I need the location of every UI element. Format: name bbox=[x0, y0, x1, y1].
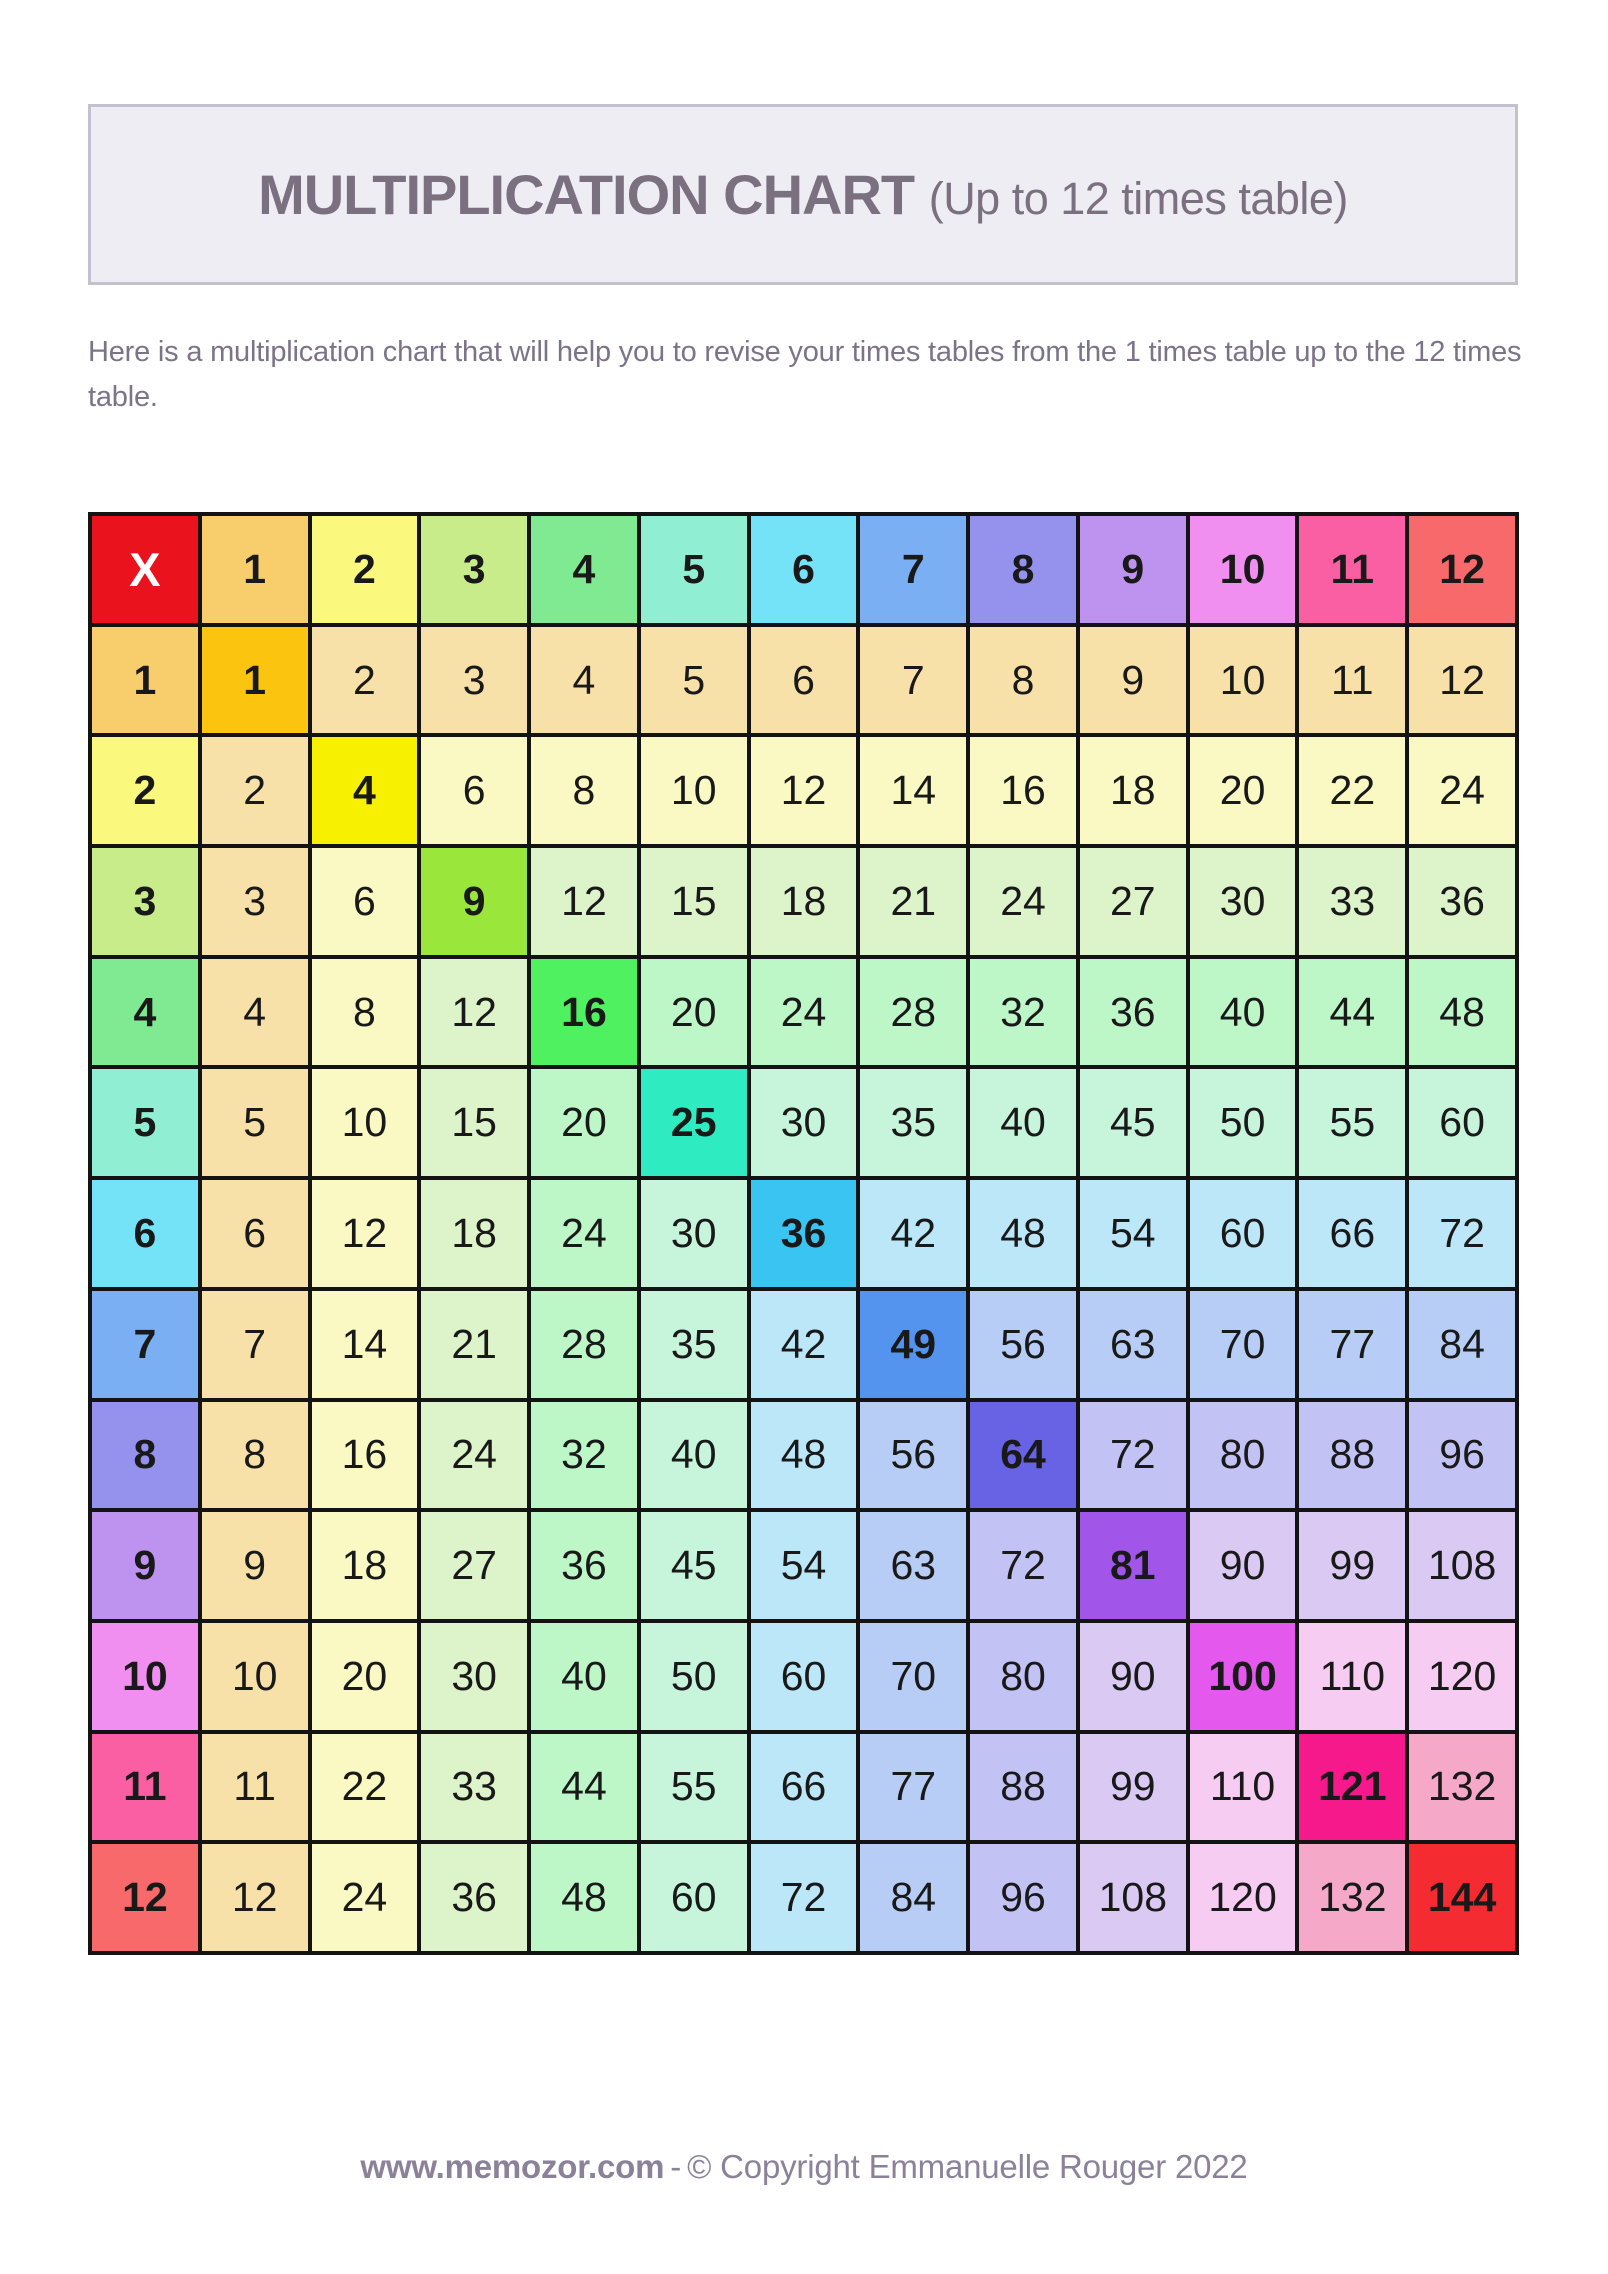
product-cell: 36 bbox=[1409, 848, 1515, 955]
footer bbox=[0, 2148, 1608, 2186]
product-cell: 80 bbox=[970, 1623, 1076, 1730]
product-cell: 40 bbox=[641, 1402, 747, 1509]
product-cell: 8 bbox=[531, 737, 637, 844]
product-cell: 60 bbox=[751, 1623, 857, 1730]
product-cell: 20 bbox=[641, 959, 747, 1066]
product-cell: 44 bbox=[531, 1734, 637, 1841]
product-cell: 10 bbox=[1190, 627, 1296, 734]
column-header-12: 12 bbox=[1409, 516, 1515, 623]
product-cell: 77 bbox=[860, 1734, 966, 1841]
product-cell: 45 bbox=[641, 1512, 747, 1619]
product-cell: 10 bbox=[312, 1069, 418, 1176]
product-cell: 108 bbox=[1080, 1844, 1186, 1951]
product-cell: 12 bbox=[531, 848, 637, 955]
row-header-1: 1 bbox=[92, 627, 198, 734]
product-cell: 12 bbox=[312, 1180, 418, 1287]
product-cell: 32 bbox=[531, 1402, 637, 1509]
column-header-11: 11 bbox=[1299, 516, 1405, 623]
product-cell: 42 bbox=[751, 1291, 857, 1398]
product-cell: 60 bbox=[1409, 1069, 1515, 1176]
product-cell: 72 bbox=[1080, 1402, 1186, 1509]
product-cell: 20 bbox=[312, 1623, 418, 1730]
product-cell: 30 bbox=[421, 1623, 527, 1730]
product-cell: 18 bbox=[1080, 737, 1186, 844]
product-cell: 9 bbox=[1080, 627, 1186, 734]
product-cell: 3 bbox=[202, 848, 308, 955]
product-cell: 33 bbox=[1299, 848, 1405, 955]
product-cell: 2 bbox=[202, 737, 308, 844]
column-header-1: 1 bbox=[202, 516, 308, 623]
product-cell: 96 bbox=[1409, 1402, 1515, 1509]
product-cell: 11 bbox=[1299, 627, 1405, 734]
product-cell: 6 bbox=[312, 848, 418, 955]
row-header-5: 5 bbox=[92, 1069, 198, 1176]
product-cell: 88 bbox=[1299, 1402, 1405, 1509]
product-cell: 72 bbox=[970, 1512, 1076, 1619]
product-cell: 12 bbox=[202, 1844, 308, 1951]
column-header-6: 6 bbox=[751, 516, 857, 623]
column-header-8: 8 bbox=[970, 516, 1076, 623]
product-cell: 24 bbox=[970, 848, 1076, 955]
product-cell: 4 bbox=[531, 627, 637, 734]
product-cell: 21 bbox=[860, 848, 966, 955]
product-cell: 30 bbox=[641, 1180, 747, 1287]
page-title-main: MULTIPLICATION CHART bbox=[258, 163, 915, 226]
product-cell: 8 bbox=[970, 627, 1076, 734]
product-cell: 45 bbox=[1080, 1069, 1186, 1176]
product-cell: 20 bbox=[531, 1069, 637, 1176]
diagonal-square-cell: 36 bbox=[751, 1180, 857, 1287]
product-cell: 24 bbox=[1409, 737, 1515, 844]
product-cell: 36 bbox=[421, 1844, 527, 1951]
product-cell: 63 bbox=[860, 1512, 966, 1619]
footer-copyright: © Copyright Emmanuelle Rouger 2022 bbox=[687, 2148, 1248, 2185]
product-cell: 99 bbox=[1299, 1512, 1405, 1619]
product-cell: 84 bbox=[860, 1844, 966, 1951]
product-cell: 48 bbox=[1409, 959, 1515, 1066]
product-cell: 18 bbox=[751, 848, 857, 955]
product-cell: 56 bbox=[860, 1402, 966, 1509]
diagonal-square-cell: 81 bbox=[1080, 1512, 1186, 1619]
product-cell: 35 bbox=[860, 1069, 966, 1176]
diagonal-square-cell: 100 bbox=[1190, 1623, 1296, 1730]
product-cell: 48 bbox=[531, 1844, 637, 1951]
product-cell: 30 bbox=[751, 1069, 857, 1176]
row-header-10: 10 bbox=[92, 1623, 198, 1730]
product-cell: 33 bbox=[421, 1734, 527, 1841]
product-cell: 28 bbox=[860, 959, 966, 1066]
row-header-12: 12 bbox=[92, 1844, 198, 1951]
product-cell: 3 bbox=[421, 627, 527, 734]
row-header-4: 4 bbox=[92, 959, 198, 1066]
product-cell: 5 bbox=[202, 1069, 308, 1176]
diagonal-square-cell: 9 bbox=[421, 848, 527, 955]
column-header-4: 4 bbox=[531, 516, 637, 623]
product-cell: 132 bbox=[1299, 1844, 1405, 1951]
product-cell: 36 bbox=[1080, 959, 1186, 1066]
product-cell: 27 bbox=[1080, 848, 1186, 955]
product-cell: 50 bbox=[641, 1623, 747, 1730]
column-header-7: 7 bbox=[860, 516, 966, 623]
footer-separator: - bbox=[670, 2148, 682, 2185]
row-header-9: 9 bbox=[92, 1512, 198, 1619]
product-cell: 12 bbox=[751, 737, 857, 844]
product-cell: 88 bbox=[970, 1734, 1076, 1841]
product-cell: 66 bbox=[1299, 1180, 1405, 1287]
product-cell: 56 bbox=[970, 1291, 1076, 1398]
product-cell: 24 bbox=[312, 1844, 418, 1951]
product-cell: 28 bbox=[531, 1291, 637, 1398]
product-cell: 44 bbox=[1299, 959, 1405, 1066]
column-header-10: 10 bbox=[1190, 516, 1296, 623]
product-cell: 90 bbox=[1080, 1623, 1186, 1730]
product-cell: 50 bbox=[1190, 1069, 1296, 1176]
product-cell: 48 bbox=[751, 1402, 857, 1509]
product-cell: 27 bbox=[421, 1512, 527, 1619]
product-cell: 6 bbox=[202, 1180, 308, 1287]
product-cell: 55 bbox=[1299, 1069, 1405, 1176]
corner-multiply-cell: X bbox=[92, 516, 198, 623]
product-cell: 22 bbox=[1299, 737, 1405, 844]
product-cell: 6 bbox=[421, 737, 527, 844]
product-cell: 2 bbox=[312, 627, 418, 734]
footer-site-url: www.memozor.com bbox=[360, 2148, 665, 2185]
product-cell: 11 bbox=[202, 1734, 308, 1841]
product-cell: 24 bbox=[421, 1402, 527, 1509]
product-cell: 80 bbox=[1190, 1402, 1296, 1509]
product-cell: 77 bbox=[1299, 1291, 1405, 1398]
product-cell: 99 bbox=[1080, 1734, 1186, 1841]
product-cell: 35 bbox=[641, 1291, 747, 1398]
row-header-2: 2 bbox=[92, 737, 198, 844]
product-cell: 8 bbox=[202, 1402, 308, 1509]
column-header-2: 2 bbox=[312, 516, 418, 623]
product-cell: 54 bbox=[751, 1512, 857, 1619]
product-cell: 16 bbox=[970, 737, 1076, 844]
product-cell: 21 bbox=[421, 1291, 527, 1398]
diagonal-square-cell: 1 bbox=[202, 627, 308, 734]
product-cell: 108 bbox=[1409, 1512, 1515, 1619]
diagonal-square-cell: 16 bbox=[531, 959, 637, 1066]
product-cell: 40 bbox=[970, 1069, 1076, 1176]
product-cell: 110 bbox=[1299, 1623, 1405, 1730]
diagonal-square-cell: 121 bbox=[1299, 1734, 1405, 1841]
product-cell: 20 bbox=[1190, 737, 1296, 844]
product-cell: 30 bbox=[1190, 848, 1296, 955]
row-header-7: 7 bbox=[92, 1291, 198, 1398]
column-header-3: 3 bbox=[421, 516, 527, 623]
product-cell: 40 bbox=[1190, 959, 1296, 1066]
product-cell: 96 bbox=[970, 1844, 1076, 1951]
product-cell: 9 bbox=[202, 1512, 308, 1619]
product-cell: 16 bbox=[312, 1402, 418, 1509]
product-cell: 66 bbox=[751, 1734, 857, 1841]
column-header-5: 5 bbox=[641, 516, 747, 623]
page-title-suffix: (Up to 12 times table) bbox=[928, 173, 1348, 224]
diagonal-square-cell: 144 bbox=[1409, 1844, 1515, 1951]
product-cell: 54 bbox=[1080, 1180, 1186, 1287]
title-card bbox=[88, 104, 1518, 285]
product-cell: 32 bbox=[970, 959, 1076, 1066]
product-cell: 14 bbox=[312, 1291, 418, 1398]
product-cell: 60 bbox=[1190, 1180, 1296, 1287]
product-cell: 110 bbox=[1190, 1734, 1296, 1841]
product-cell: 90 bbox=[1190, 1512, 1296, 1619]
product-cell: 18 bbox=[421, 1180, 527, 1287]
product-cell: 36 bbox=[531, 1512, 637, 1619]
product-cell: 5 bbox=[641, 627, 747, 734]
product-cell: 72 bbox=[1409, 1180, 1515, 1287]
product-cell: 72 bbox=[751, 1844, 857, 1951]
page-title bbox=[258, 162, 1348, 227]
product-cell: 132 bbox=[1409, 1734, 1515, 1841]
product-cell: 70 bbox=[860, 1623, 966, 1730]
product-cell: 6 bbox=[751, 627, 857, 734]
product-cell: 10 bbox=[202, 1623, 308, 1730]
product-cell: 7 bbox=[202, 1291, 308, 1398]
product-cell: 10 bbox=[641, 737, 747, 844]
product-cell: 15 bbox=[641, 848, 747, 955]
row-header-3: 3 bbox=[92, 848, 198, 955]
product-cell: 7 bbox=[860, 627, 966, 734]
product-cell: 55 bbox=[641, 1734, 747, 1841]
diagonal-square-cell: 25 bbox=[641, 1069, 747, 1176]
product-cell: 4 bbox=[202, 959, 308, 1066]
product-cell: 24 bbox=[531, 1180, 637, 1287]
product-cell: 120 bbox=[1190, 1844, 1296, 1951]
column-header-9: 9 bbox=[1080, 516, 1186, 623]
product-cell: 42 bbox=[860, 1180, 966, 1287]
product-cell: 60 bbox=[641, 1844, 747, 1951]
product-cell: 12 bbox=[1409, 627, 1515, 734]
product-cell: 24 bbox=[751, 959, 857, 1066]
intro-text: Here is a multiplication chart that will help you to revise your times tables from the 1 times table up to the 12 times table. bbox=[88, 336, 1522, 413]
row-header-8: 8 bbox=[92, 1402, 198, 1509]
diagonal-square-cell: 49 bbox=[860, 1291, 966, 1398]
product-cell: 40 bbox=[531, 1623, 637, 1730]
product-cell: 70 bbox=[1190, 1291, 1296, 1398]
product-cell: 22 bbox=[312, 1734, 418, 1841]
product-cell: 120 bbox=[1409, 1623, 1515, 1730]
product-cell: 48 bbox=[970, 1180, 1076, 1287]
multiplication-table bbox=[88, 512, 1519, 1955]
product-cell: 15 bbox=[421, 1069, 527, 1176]
product-cell: 63 bbox=[1080, 1291, 1186, 1398]
product-cell: 8 bbox=[312, 959, 418, 1066]
product-cell: 12 bbox=[421, 959, 527, 1066]
diagonal-square-cell: 64 bbox=[970, 1402, 1076, 1509]
product-cell: 18 bbox=[312, 1512, 418, 1619]
row-header-6: 6 bbox=[92, 1180, 198, 1287]
row-header-11: 11 bbox=[92, 1734, 198, 1841]
product-cell: 84 bbox=[1409, 1291, 1515, 1398]
product-cell: 14 bbox=[860, 737, 966, 844]
diagonal-square-cell: 4 bbox=[312, 737, 418, 844]
